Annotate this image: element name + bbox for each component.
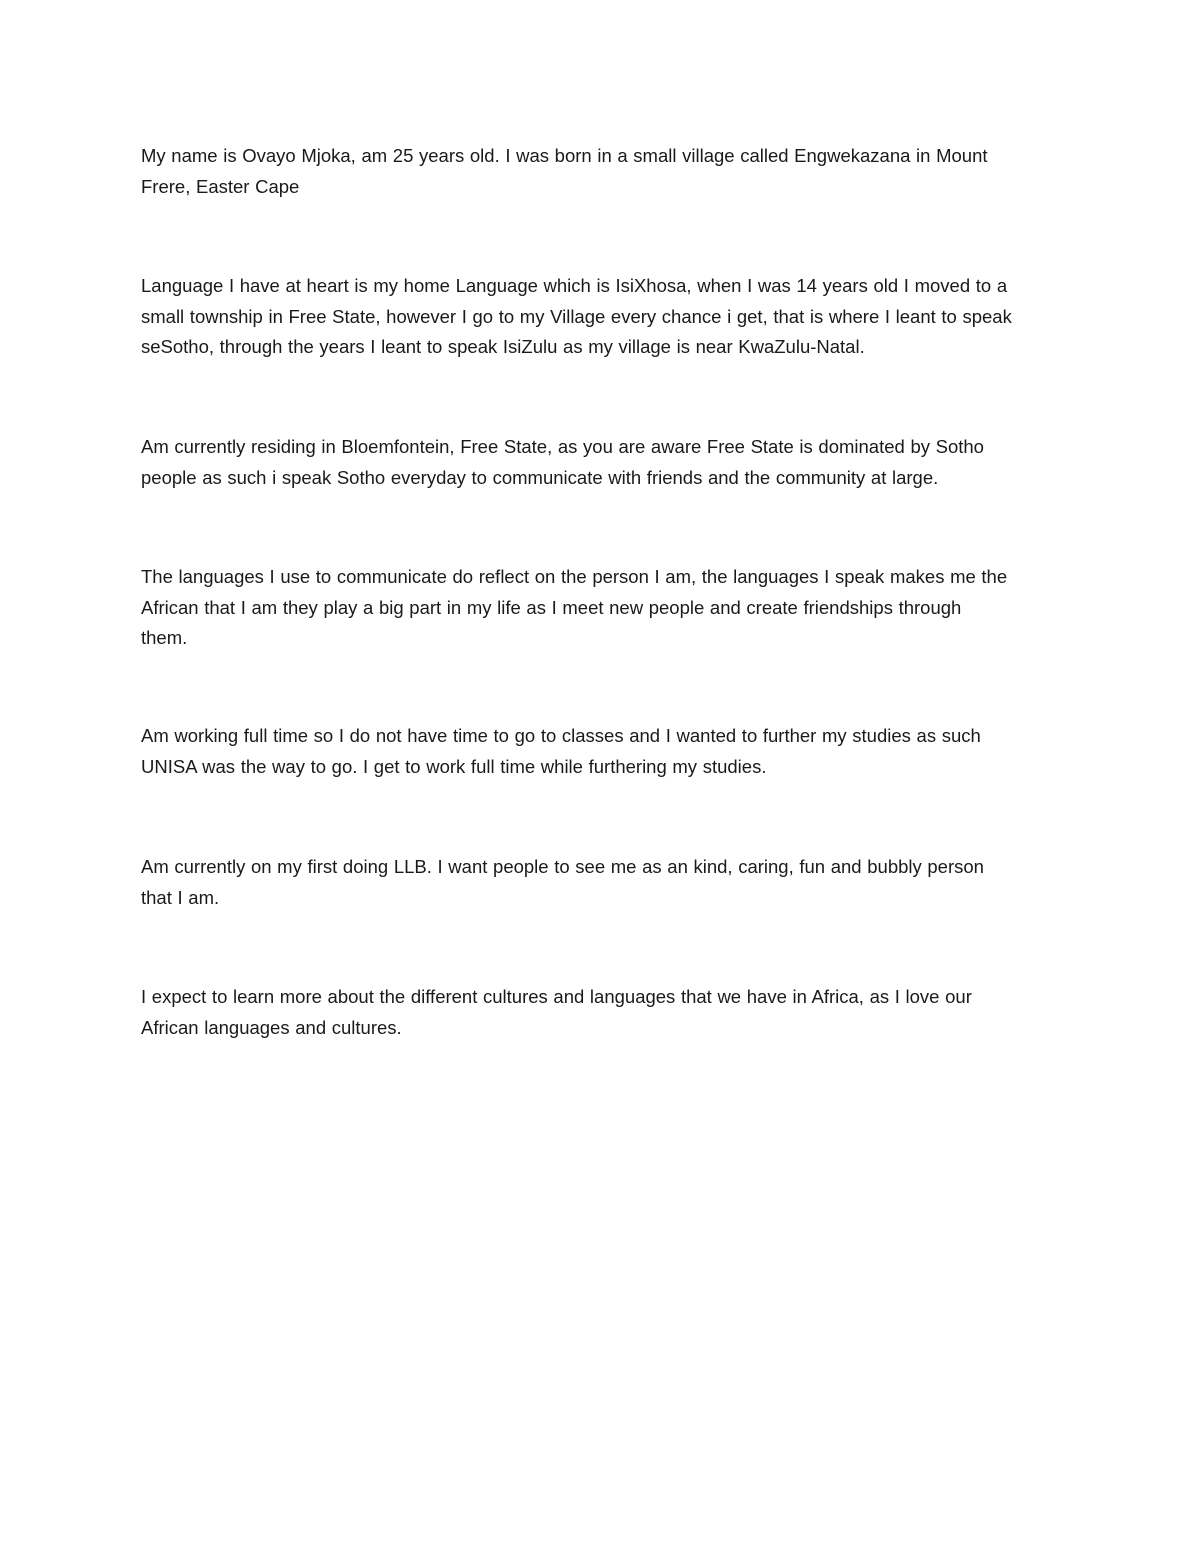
paragraph-line: that I am. <box>141 886 220 908</box>
paragraph-line: small township in Free State, however I go to my Village every chance i get, that is where I leant to speak <box>141 305 1012 327</box>
paragraph-line: Language I have at heart is my home Language which is IsiXhosa, when I was 14 years old I moved to a <box>141 275 1008 296</box>
paragraph-introduction <box>141 141 988 202</box>
paragraph-home-language <box>141 271 1012 363</box>
paragraph-line: seSotho, through the years I leant to speak IsiZulu as my village is near KwaZulu-Natal. <box>141 336 865 357</box>
paragraph-line: I expect to learn more about the different cultures and languages that we have in Africa, as I love our <box>141 986 972 1007</box>
paragraph-line: people as such i speak Sotho everyday to communicate with friends and the community at large. <box>141 466 939 488</box>
paragraph-identity <box>141 562 1007 654</box>
paragraph-line: African languages and cultures. <box>141 1016 402 1038</box>
paragraph-line: My name is Ovayo Mjoka, am 25 years old. I was born in a small village called Engwekazana in Mount <box>141 145 988 166</box>
paragraph-line: Am working full time so I do not have time to go to classes and I wanted to further my studies as such <box>141 725 981 746</box>
paragraph-self-description <box>141 852 984 913</box>
paragraph-expectations <box>141 982 972 1043</box>
paragraph-line: African that I am they play a big part in my life as I meet new people and create friendships through <box>141 596 962 618</box>
paragraph-line: Am currently residing in Bloemfontein, Free State, as you are aware Free State is dominated by Sotho <box>141 436 984 457</box>
paragraph-studies <box>141 721 981 782</box>
paragraph-line: them. <box>141 627 188 648</box>
paragraph-line: Frere, Easter Cape <box>141 175 300 197</box>
paragraph-line: The languages I use to communicate do reflect on the person I am, the languages I speak makes me the <box>141 566 1008 587</box>
paragraph-line: UNISA was the way to go. I get to work full time while furthering my studies. <box>141 755 767 777</box>
paragraph-line: Am currently on my first doing LLB. I want people to see me as an kind, caring, fun and bubbly person <box>141 856 984 877</box>
paragraph-residence <box>141 432 984 493</box>
